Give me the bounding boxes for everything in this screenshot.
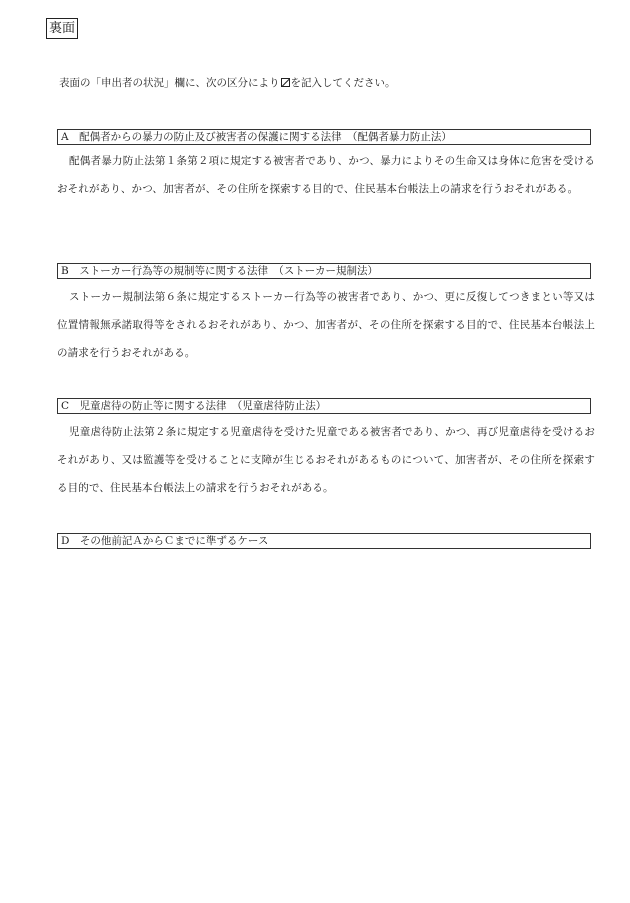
intro-instruction bbox=[59, 76, 396, 90]
checked-box-icon bbox=[281, 78, 290, 87]
section-b-body: ストーカー規制法第６条に規定するストーカー行為等の被害者であり、かつ、更に反復してつきまとい等又は位置情報無承諾取得等をされるおそれがあり、かつ、加害者が、その住所を探索する目的で、住民基本台帳法上の請求を行うおそれがある。 bbox=[57, 291, 595, 359]
section-c-header: C 児童虐待の防止等に関する法律 （児童虐待防止法） bbox=[57, 398, 591, 414]
intro-text-before: 表面の「申出者の状況」欄に、次の区分により bbox=[59, 77, 280, 89]
section-a-body: 配偶者暴力防止法第１条第２項に規定する被害者であり、かつ、暴力によりその生命又は身体に危害を受けるおそれがあり、かつ、加害者が、その住所を探索する目的で、住民基本台帳法上の請求を行うおそれがある。 bbox=[57, 155, 595, 195]
section-a-header: A 配偶者からの暴力の防止及び被害者の保護に関する法律 （配偶者暴力防止法） bbox=[57, 129, 591, 145]
section-b-header: B ストーカー行為等の規制等に関する法律 （ストーカー規制法） bbox=[57, 263, 591, 279]
section-d-header: D その他前記ＡからＣまでに準ずるケース bbox=[57, 533, 591, 549]
section-c-body: 児童虐待防止法第２条に規定する児童虐待を受けた児童である被害者であり、かつ、再び児童虐待を受けるおそれがあり、又は監護等を受けることに支障が生じるおそれがあるものについて、加害者が、その住所を探索する目的で、住民基本台帳法上の請求を行うおそれがある。 bbox=[57, 426, 595, 494]
page-label: 裏面 bbox=[46, 18, 78, 39]
intro-text-after: を記入してください。 bbox=[290, 77, 396, 89]
